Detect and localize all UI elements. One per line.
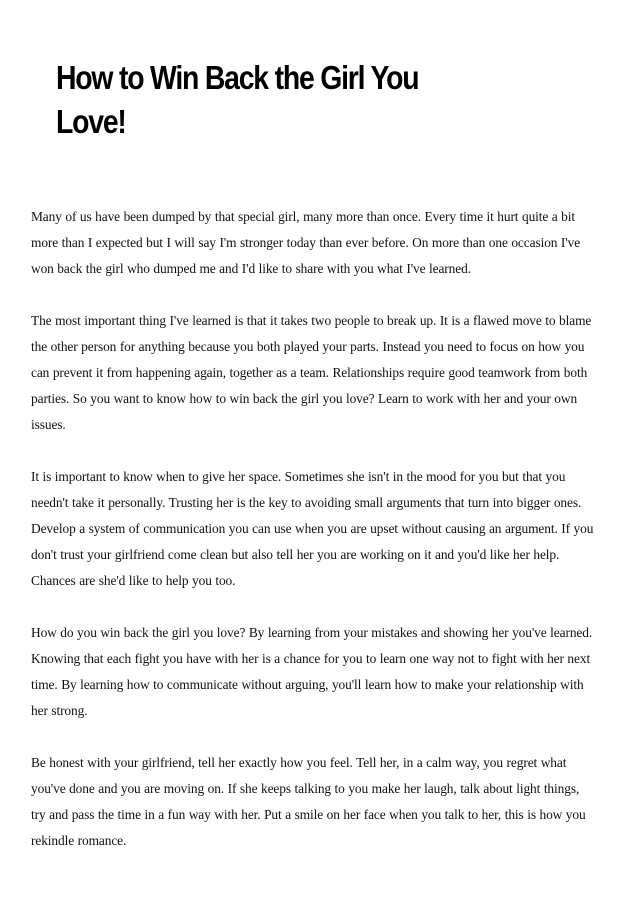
paragraph-5: Be honest with your girlfriend, tell her exactly how you feel. Tell her, in a calm way, you regret what you've done and you are moving on. If she keeps talking to you make her laugh, talk about light things, try and pass the time in a fun way with her. Put a smile on her face when you talk to her, this is how you rekindle romance. [31, 755, 586, 848]
paragraph-1: Many of us have been dumped by that special girl, many more than once. Every time it hurt quite a bit more than I expected but I will say I'm stronger today than ever before. On more than one occasion I've won back the girl who dumped me and I'd like to share with you what I've learned. [31, 209, 581, 276]
page-title: How to Win Back the Girl You Love! [56, 59, 419, 140]
article-body [31, 204, 596, 880]
paragraph-3: It is important to know when to give her space. Sometimes she isn't in the mood for you but that you needn't take it personally. Trusting her is the key to avoiding small arguments that turn into bigger ones. Develop a system of communication you can use when you are upset without causing an argument. If you don't trust your girlfriend come clean but also tell her you are working on it and you'd like her help. Chances are she'd like to help you too. [31, 469, 594, 588]
paragraph-4: How do you win back the girl you love? By learning from your mistakes and showing her you've learned. Knowing that each fight you have with her is a chance for you to learn one way not to fight with her next time. By learning how to communicate without arguing, you'll learn how to make your relationship with her strong. [31, 625, 593, 718]
paragraph-2: The most important thing I've learned is that it takes two people to break up. It is a flawed move to blame the other person for anything because you both played your parts. Instead you need to focus on how you can prevent it from happening again, together as a team. Relationships require good teamwork from both parties. So you want to know how to win back the girl you love? Learn to work with her and your own issues. [31, 313, 592, 432]
